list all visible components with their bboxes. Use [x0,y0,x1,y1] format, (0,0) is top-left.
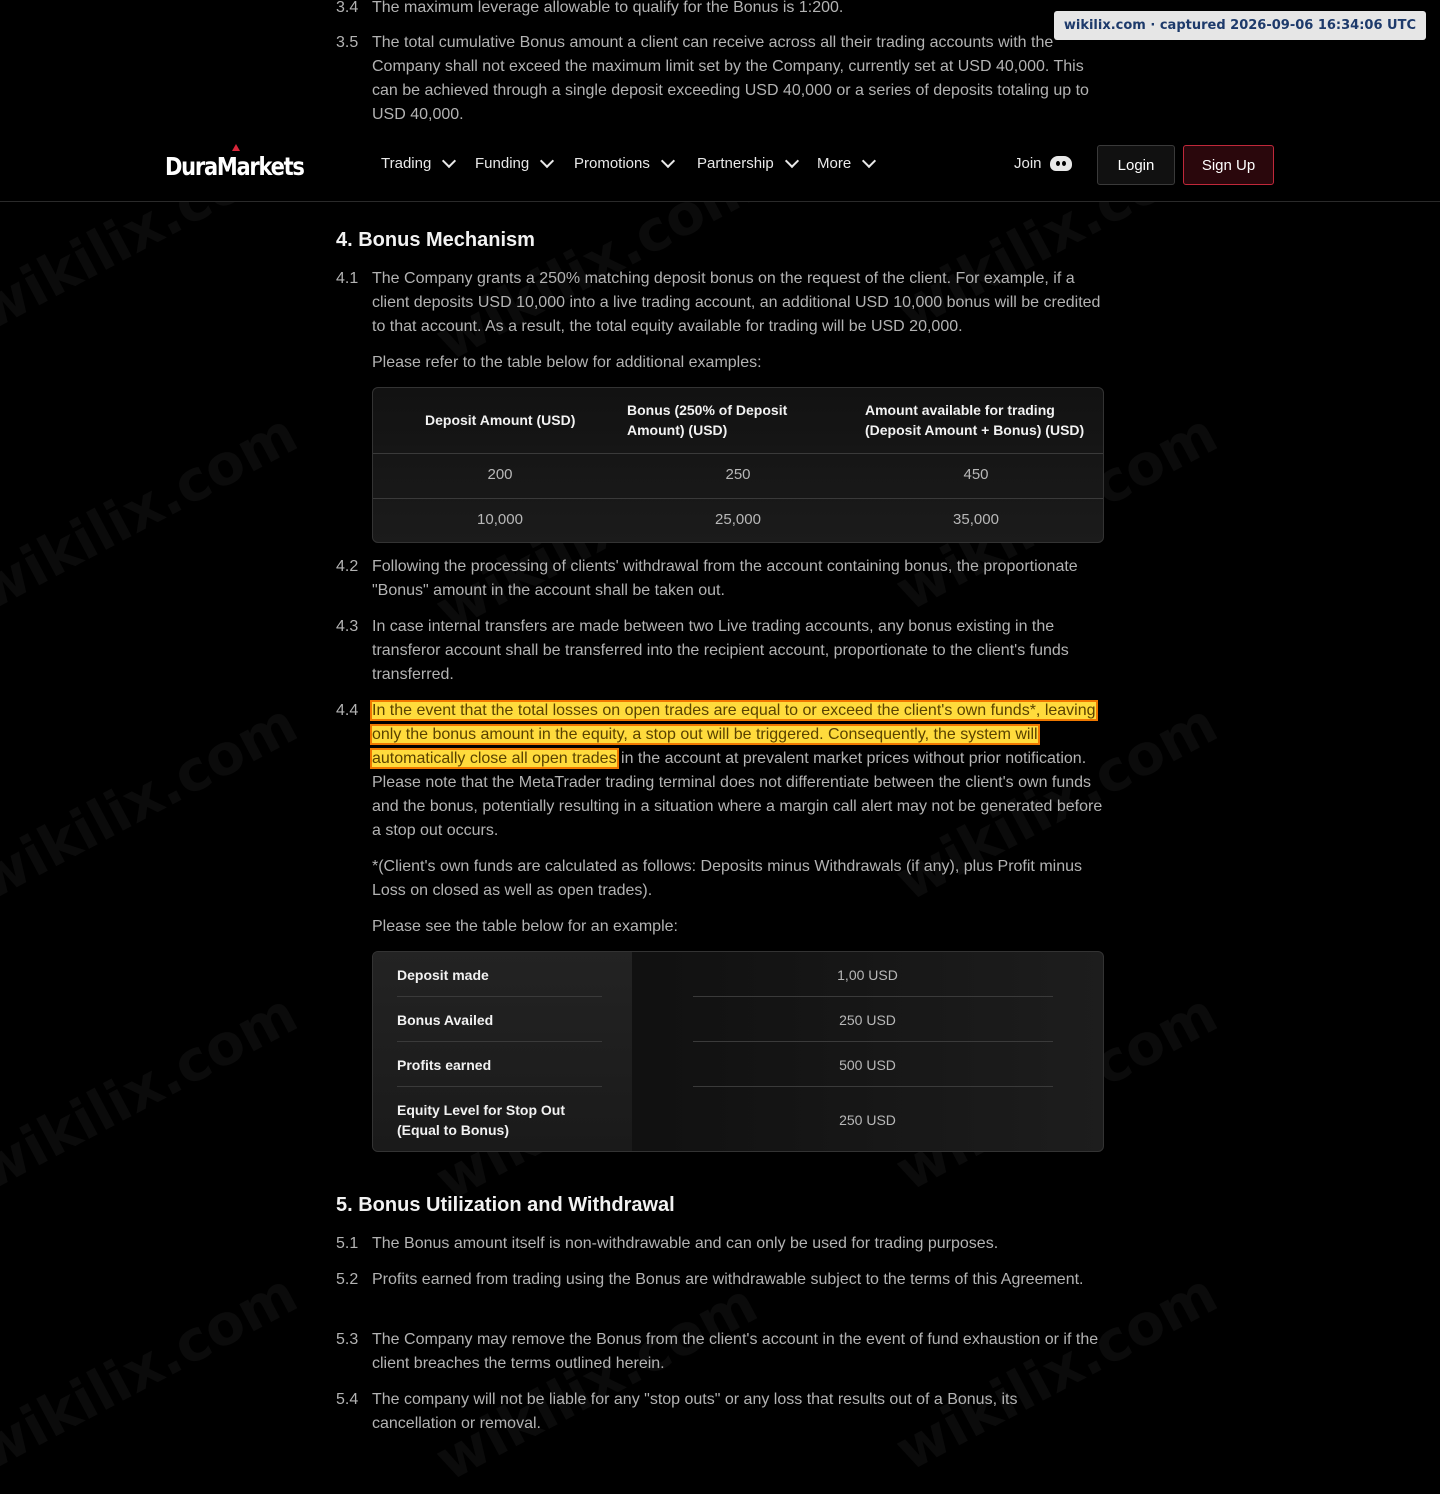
clause-text: Profits earned from trading using the Bonus are withdrawable subject to the terms of this Agreement. [372,1271,1084,1288]
column-header: Amount available for trading (Deposit Amount + Bonus) (USD) [865,402,1085,438]
nav-label: More [817,155,852,172]
nav-label: Funding [475,155,530,172]
column-header: Deposit Amount (USD) [425,412,576,428]
nav-label: Trading [381,155,432,172]
chevron-down-icon [540,154,554,168]
nav-promotions[interactable] [574,155,673,172]
chevron-down-icon [442,154,456,168]
column-header: Bonus (250% of Deposit Amount) (USD) [627,402,788,438]
clause-number: 4.2 [336,558,359,575]
row-divider [397,996,602,997]
clause-text-rest: in the account at prevalent market prices without prior notification. Please note that the MetaTrader trading terminal does not differentiate between the client's own funds and the bonus, potentially resulting in a situation where a margin call alert may not be generated before a stop out occurs. [372,750,1103,839]
clause-4-3 [336,615,1106,687]
logo-arrow-icon [232,144,240,151]
row-divider [693,1086,1053,1087]
clause-5-4 [336,1388,1106,1436]
stop-out-example-table [372,951,1104,1152]
nav-trading[interactable] [381,155,454,172]
row-label: Profits earned [397,1057,492,1073]
footnote-text: *(Client's own funds are calculated as follows: Deposits minus Withdrawals (if any), plus Profit minus Loss on closed as well as open trades). [372,858,1082,899]
clause-text: The company will not be liable for any "stop outs" or any loss that results out of a Bonus, its cancellation or removal. [372,1391,1018,1432]
chevron-down-icon [661,154,675,168]
table-cell: 250 [725,466,751,483]
clause-text: The Company may remove the Bonus from the client's account in the event of fund exhaustion or if the client breaches the terms outlined herein. [372,1331,1099,1372]
clause-3-5 [336,31,1106,127]
clause-number: 4.3 [336,618,359,635]
row-value: 1,00 USD [837,967,898,983]
row-value: 250 USD [839,1112,896,1128]
chevron-down-icon [785,154,799,168]
clause-text: Following the processing of clients' withdrawal from the account containing bonus, the proportionate "Bonus" amount in the account shall be taken out. [372,558,1078,599]
clause-text: Please see the table below for an example: [372,918,678,935]
discord-icon [1050,156,1072,171]
table-cell: 35,000 [953,511,999,528]
watermark [0,981,308,1204]
table-header [373,388,1103,454]
section-4-title: 4. Bonus Mechanism [336,229,535,251]
table-row [373,499,1103,543]
clause-number: 5.2 [336,1271,359,1288]
nav-funding[interactable] [475,155,552,172]
capture-stamp: wikilix.com · captured 2026-09-06 16:34:06 UTC [1054,11,1426,40]
watermark [0,401,308,624]
clause-number: 5.4 [336,1391,359,1408]
clause-4-1 [336,267,1106,387]
clause-text: The Company grants a 250% matching deposit bonus on the request of the client. For example, if a client deposits USD 10,000 into a live trading account, an additional USD 10,000 bonus will be credited to that account. As a result, the total equity available for trading will be USD 20,000. [372,270,1101,335]
nav-label: Promotions [574,155,650,172]
watermark [425,1271,767,1494]
row-value: 250 USD [839,1012,896,1028]
highlighted-text: In the event that the total losses on open trades are equal to or exceed the client's own funds*, leaving only the bonus amount in the equity, a stop out will be triggered. Consequently, the system will automatically close all open trades [372,702,1096,767]
row-divider [397,1041,602,1042]
chevron-down-icon [862,154,876,168]
clause-number: 5.3 [336,1331,359,1348]
clause-text: The maximum leverage allowable to qualify for the Bonus is 1:200. [372,0,844,16]
row-divider [397,1086,602,1087]
row-label: Equity Level for Stop Out (Equal to Bonus) [397,1102,566,1138]
clause-text: The total cumulative Bonus amount a client can receive across all their trading accounts with the Company shall not exceed the maximum limit set by the Company, currently set at USD 40,000. This can be achieved through a single deposit exceeding USD 40,000 or a series of deposits totaling up to USD 40,000. [372,34,1089,123]
row-label: Deposit made [397,967,489,983]
clause-4-2 [336,555,1106,603]
clause-3-4 [336,0,1106,20]
row-value: 500 USD [839,1057,896,1073]
watermark [0,691,308,914]
watermark [0,1261,308,1484]
join-discord-link[interactable] [1014,155,1072,172]
brand-logo[interactable]: DuraMarkets [165,152,304,181]
clause-number: 5.1 [336,1235,359,1252]
row-divider [693,996,1053,997]
signup-button[interactable]: Sign Up [1183,145,1274,185]
clause-text: The Bonus amount itself is non-withdrawable and can only be used for trading purposes. [372,1235,999,1252]
login-button[interactable]: Login [1097,145,1175,185]
clause-5-3 [336,1328,1106,1376]
table-cell: 450 [963,466,989,483]
clause-4-4 [336,699,1106,951]
nav-label: Partnership [697,155,774,172]
table-cell: 10,000 [477,511,523,528]
clause-number: 4.4 [336,702,359,719]
nav-more[interactable] [817,155,874,172]
section-5-title: 5. Bonus Utilization and Withdrawal [336,1194,675,1216]
clause-5-2 [336,1268,1106,1292]
navbar [0,130,1440,202]
clause-number: 4.1 [336,270,359,287]
table-cell: 200 [487,466,513,483]
bonus-examples-table [372,387,1104,543]
clause-5-1 [336,1232,1106,1256]
clause-text: Please refer to the table below for additional examples: [372,354,762,371]
clause-number: 3.5 [336,34,359,51]
table-cell: 25,000 [715,511,761,528]
row-label: Bonus Availed [397,1012,494,1028]
clause-number: 3.4 [336,0,359,16]
table-row [373,454,1103,499]
nav-partnership[interactable] [697,155,797,172]
clause-text [372,699,1106,843]
join-label: Join [1014,155,1042,172]
clause-text: In case internal transfers are made between two Live trading accounts, any bonus existing in the transferor account shall be transferred into the recipient account, proportionate to the client's funds transferred. [372,618,1069,683]
row-divider [693,1041,1053,1042]
